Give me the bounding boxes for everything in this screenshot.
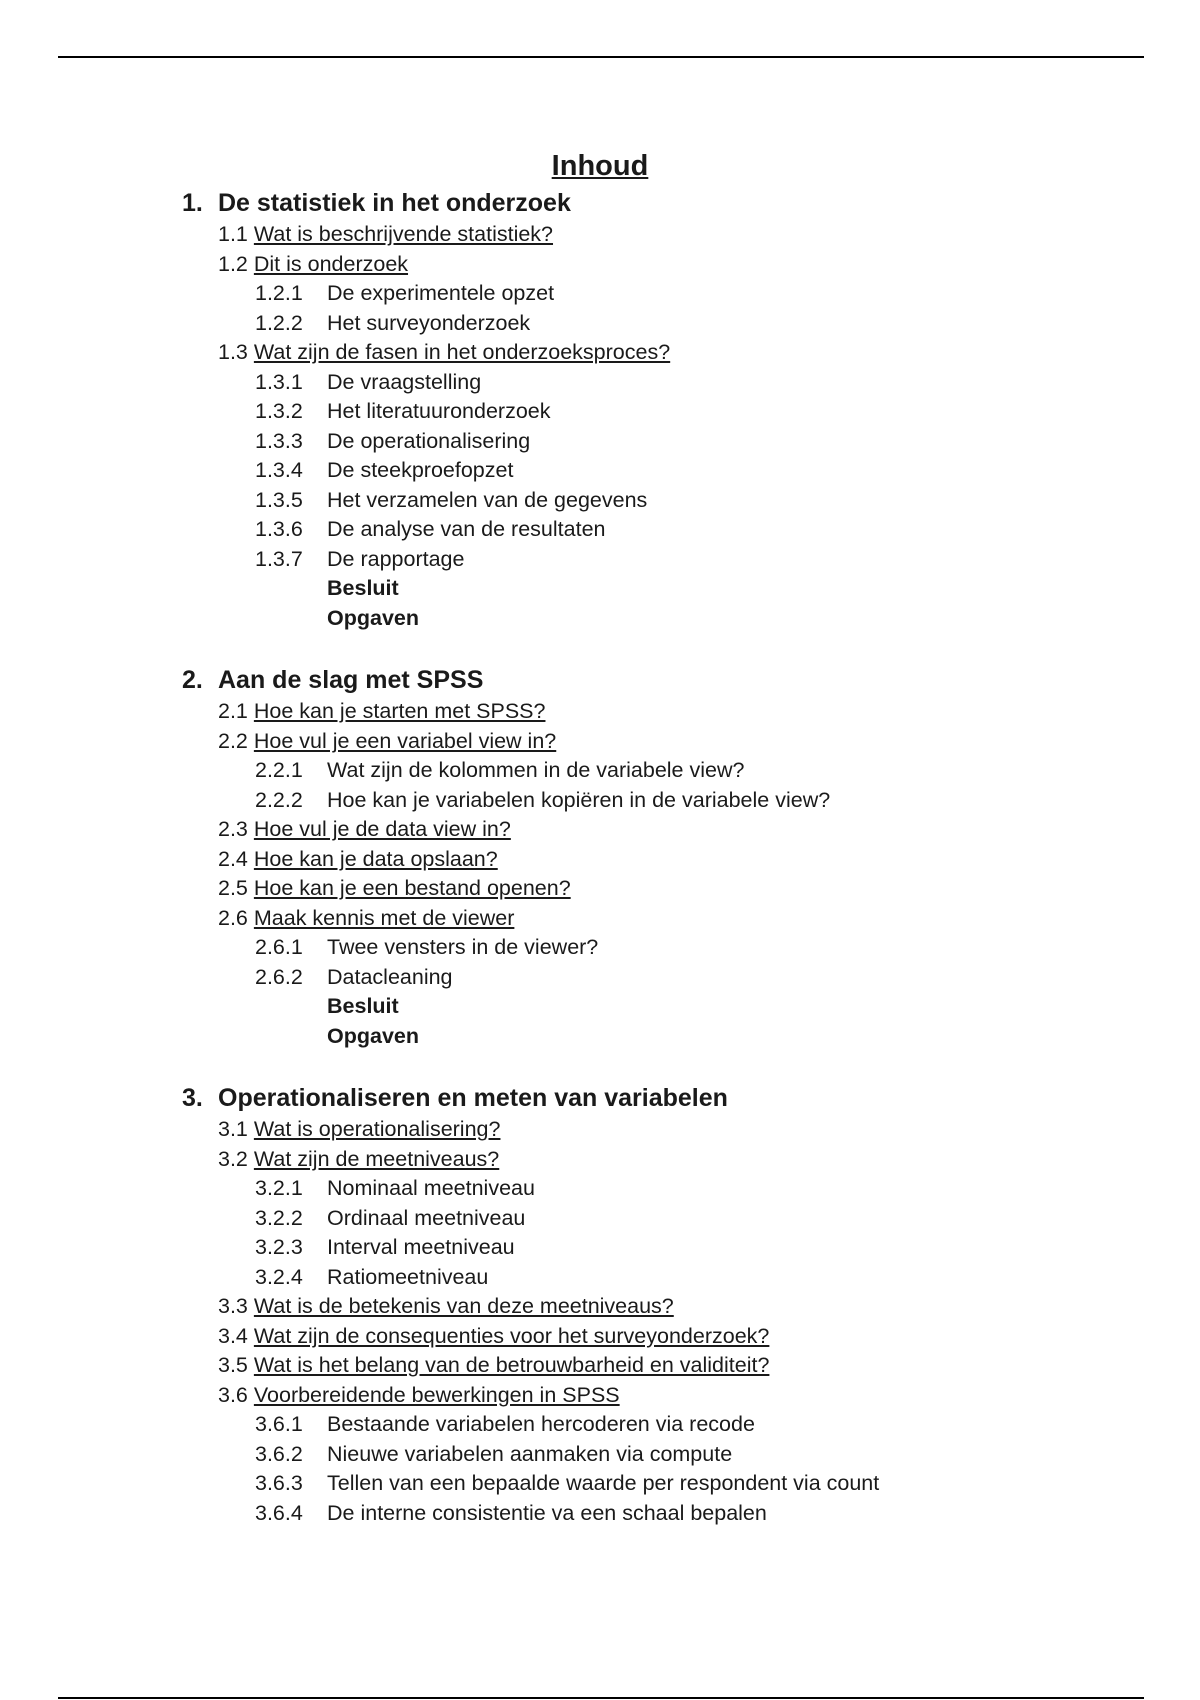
subsection-title: Twee vensters in de viewer? xyxy=(327,935,599,959)
toc-subsection[interactable] xyxy=(255,309,1160,339)
toc-section-link[interactable] xyxy=(218,1145,1160,1175)
toc-chapter[interactable] xyxy=(182,186,1160,220)
subsection-number: 3.6.3 xyxy=(255,1471,303,1495)
toc-subsection[interactable] xyxy=(255,1233,1160,1263)
section-number: 3.6 xyxy=(218,1382,248,1407)
section-number: 2.6 xyxy=(218,905,248,930)
subsection-title: Het surveyonderzoek xyxy=(327,310,531,335)
bottom-rule xyxy=(58,1697,1144,1699)
toc-chapter[interactable] xyxy=(182,663,1160,697)
chapter-title: Aan de slag met SPSS xyxy=(218,666,484,694)
subsection-number: 3.2.4 xyxy=(255,1264,303,1289)
subsection-title: Tellen van een bepaalde waarde per respondent via count xyxy=(327,1471,880,1495)
subsection-title: Het verzamelen van de gegevens xyxy=(327,487,648,512)
toc-section-link[interactable] xyxy=(218,904,1160,934)
toc-subsection[interactable] xyxy=(255,1440,1160,1470)
subsection-title: De analyse van de resultaten xyxy=(327,517,606,541)
toc-subsection[interactable] xyxy=(255,756,1160,786)
subsection-number: 1.3.1 xyxy=(255,369,303,394)
subsection-number: 1.2.1 xyxy=(255,281,303,305)
section-title: Wat is operationalisering? xyxy=(253,1117,501,1141)
chapter-title: Operationaliseren en meten van variabelen xyxy=(218,1084,728,1112)
section-title: Wat zijn de meetniveaus? xyxy=(253,1146,500,1171)
toc-section-link[interactable] xyxy=(218,338,1160,368)
subsection-number: 1.3.6 xyxy=(255,517,303,541)
subsection-number: 3.2.3 xyxy=(255,1235,303,1259)
toc-section-link[interactable] xyxy=(218,874,1160,904)
subsection-number: 1.3.7 xyxy=(255,546,303,571)
toc-subsection[interactable] xyxy=(255,427,1160,457)
toc-section-link[interactable] xyxy=(218,1381,1160,1411)
section-title: Hoe kan je data opslaan? xyxy=(253,846,498,871)
toc-subsection[interactable] xyxy=(255,963,1160,993)
toc-subsection[interactable] xyxy=(255,279,1160,309)
toc-subsection[interactable] xyxy=(255,1263,1160,1293)
section-number: 1.2 xyxy=(218,251,248,276)
subsection-title: Datacleaning xyxy=(327,964,453,989)
section-title: Dit is onderzoek xyxy=(253,251,409,276)
toc-subsection[interactable] xyxy=(255,786,1160,816)
toc-subsection[interactable] xyxy=(255,515,1160,545)
chapter-title: De statistiek in het onderzoek xyxy=(218,189,571,217)
section-number: 3.5 xyxy=(218,1353,248,1377)
page-title: Inhoud xyxy=(551,150,649,182)
subsection-number: 1.3.3 xyxy=(255,428,303,453)
section-title: Voorbereidende bewerkingen in SPSS xyxy=(253,1382,620,1407)
subsection-title: De experimentele opzet xyxy=(327,281,555,305)
subsection-number: 2.6.2 xyxy=(255,964,303,989)
subsection-number: 1.3.5 xyxy=(255,487,303,512)
subsection-number: 3.2.2 xyxy=(255,1205,303,1230)
section-number: 3.2 xyxy=(218,1146,248,1171)
toc-section-link[interactable] xyxy=(218,250,1160,280)
toc-subsection[interactable] xyxy=(255,486,1160,516)
chapter-number: 2. xyxy=(182,666,203,694)
toc-section-link[interactable] xyxy=(218,220,1160,250)
subsection-title: De vraagstelling xyxy=(327,369,482,394)
toc-section-link[interactable] xyxy=(218,845,1160,875)
section-number: 3.3 xyxy=(218,1294,248,1318)
section-title: Wat zijn de consequenties voor het surveyonderzoek? xyxy=(253,1323,770,1348)
subsection-title: De operationalisering xyxy=(327,428,531,453)
section-number: 2.1 xyxy=(218,699,248,723)
subsection-number: 3.6.1 xyxy=(255,1412,303,1436)
toc-subsection[interactable] xyxy=(255,545,1160,575)
subsection-title: Nieuwe variabelen aanmaken via compute xyxy=(327,1441,733,1466)
subsection-number: 2.6.1 xyxy=(255,935,303,959)
section-number: 2.2 xyxy=(218,728,248,753)
subsection-title: De steekproefopzet xyxy=(327,458,514,482)
subsection-title: Wat zijn de kolommen in de variabele view? xyxy=(327,758,745,782)
subsection-number: 1.3.4 xyxy=(255,458,303,482)
subsection-number: 1.3.2 xyxy=(255,399,303,423)
toc-subsection[interactable] xyxy=(255,1204,1160,1234)
table-of-contents xyxy=(182,186,1160,1528)
subsection-number: 2.2.2 xyxy=(255,787,303,812)
toc-besluit[interactable]: Besluit xyxy=(327,576,399,600)
toc-section-link[interactable] xyxy=(218,727,1160,757)
section-number: 2.5 xyxy=(218,876,248,900)
toc-chapter[interactable] xyxy=(182,1081,1160,1115)
chapter-number: 3. xyxy=(182,1084,203,1112)
section-title: Wat is beschrijvende statistiek? xyxy=(253,222,554,246)
toc-subsection[interactable] xyxy=(255,1410,1160,1440)
section-title: Hoe kan je starten met SPSS? xyxy=(253,699,546,723)
subsection-number: 2.2.1 xyxy=(255,758,303,782)
subsection-title: Bestaande variabelen hercoderen via recode xyxy=(327,1412,755,1436)
section-title: Wat zijn de fasen in het onderzoeksproces? xyxy=(253,340,671,364)
toc-opgaven[interactable]: Opgaven xyxy=(327,1023,419,1048)
section-number: 2.4 xyxy=(218,846,248,871)
subsection-number: 3.6.4 xyxy=(255,1500,303,1525)
toc-section-link[interactable] xyxy=(218,1322,1160,1352)
section-title: Maak kennis met de viewer xyxy=(253,905,515,930)
section-number: 2.3 xyxy=(218,817,248,841)
subsection-number: 1.2.2 xyxy=(255,310,303,335)
toc-section-link[interactable] xyxy=(218,1292,1160,1322)
toc-subsection[interactable] xyxy=(255,397,1160,427)
section-number: 3.4 xyxy=(218,1323,248,1348)
subsection-title: Hoe kan je variabelen kopiëren in de variabele view? xyxy=(327,787,831,812)
section-number: 3.1 xyxy=(218,1117,248,1141)
toc-besluit[interactable]: Besluit xyxy=(327,994,399,1018)
toc-subsection[interactable] xyxy=(255,933,1160,963)
toc-subsection[interactable] xyxy=(255,368,1160,398)
toc-subsection[interactable] xyxy=(255,1174,1160,1204)
section-number: 1.3 xyxy=(218,340,248,364)
toc-section-link[interactable] xyxy=(218,1351,1160,1381)
toc-section-link[interactable] xyxy=(218,815,1160,845)
section-title: Wat is het belang van de betrouwbarheid en validiteit? xyxy=(253,1353,770,1377)
section-title: Wat is de betekenis van deze meetniveaus? xyxy=(253,1294,674,1318)
section-number: 1.1 xyxy=(218,222,248,246)
subsection-title: Interval meetniveau xyxy=(327,1235,515,1259)
subsection-title: Het literatuuronderzoek xyxy=(327,399,551,423)
chapter-number: 1. xyxy=(182,189,203,217)
subsection-title: De rapportage xyxy=(327,546,465,571)
toc-subsection[interactable] xyxy=(255,1469,1160,1499)
toc-subsection[interactable] xyxy=(255,1499,1160,1529)
subsection-number: 3.6.2 xyxy=(255,1441,303,1466)
section-title: Hoe vul je de data view in? xyxy=(253,817,511,841)
subsection-title: Ordinaal meetniveau xyxy=(327,1205,526,1230)
section-title: Hoe kan je een bestand openen? xyxy=(253,876,571,900)
subsection-title: Nominaal meetniveau xyxy=(327,1176,535,1200)
toc-opgaven[interactable]: Opgaven xyxy=(327,605,419,630)
toc-section-link[interactable] xyxy=(218,697,1160,727)
subsection-number: 3.2.1 xyxy=(255,1176,303,1200)
toc-section-link[interactable] xyxy=(218,1115,1160,1145)
subsection-title: De interne consistentie va een schaal bepalen xyxy=(327,1500,767,1525)
section-title: Hoe vul je een variabel view in? xyxy=(253,728,557,753)
top-rule xyxy=(58,56,1144,58)
toc-subsection[interactable] xyxy=(255,456,1160,486)
subsection-title: Ratiomeetniveau xyxy=(327,1264,489,1289)
